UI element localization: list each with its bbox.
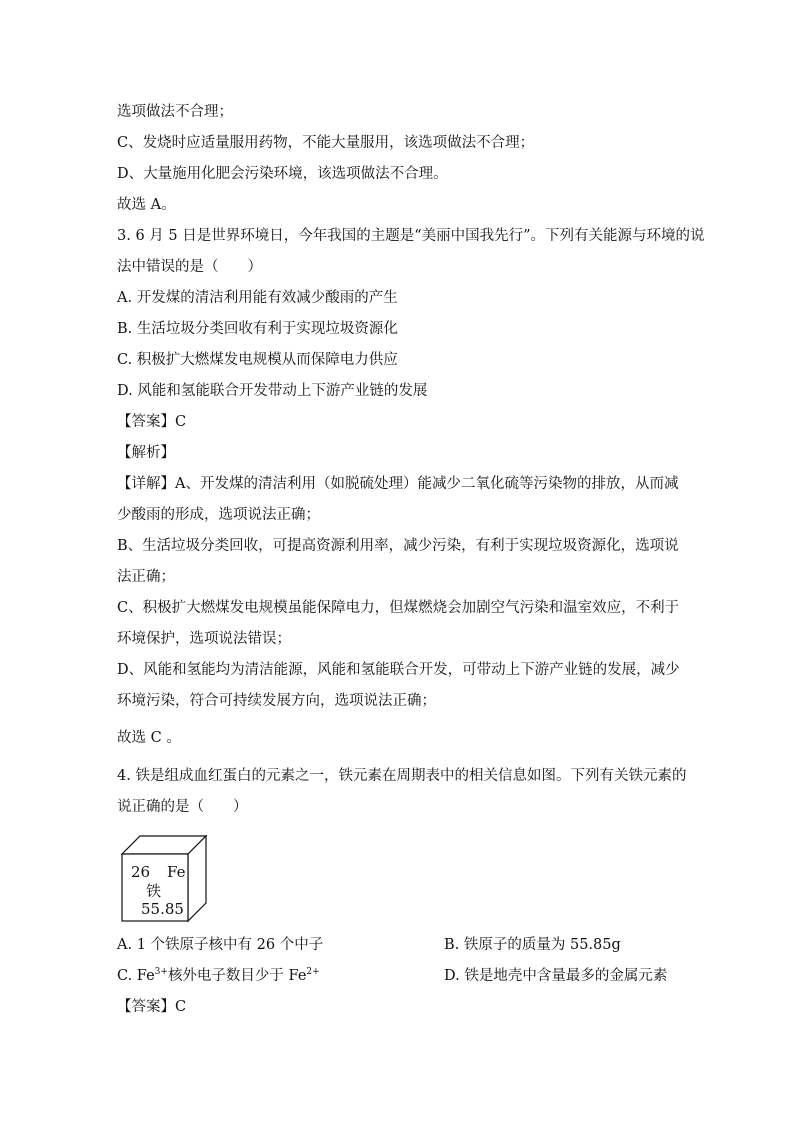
text-line: 选项做法不合理； xyxy=(117,104,233,120)
q4-option-a: A. 1 个铁原子核中有 26 个中子 xyxy=(117,937,324,953)
element-card-figure xyxy=(120,834,220,924)
option-a: A. 开发煤的清洁利用能有效减少酸雨的产生 xyxy=(117,290,398,306)
text-line: 故选 A。 xyxy=(117,197,176,213)
text-line: D、大量施用化肥会污染环境，该选项做法不合理。 xyxy=(117,166,448,182)
explanation-line: C、积极扩大燃煤发电规模虽能保障电力，但煤燃烧会加剧空气污染和温室效应，不利于 xyxy=(117,600,680,616)
explanation-line: 环境保护，选项说法错误； xyxy=(117,631,291,647)
analysis-label: 【解析】 xyxy=(117,445,175,461)
answer-label: 【答案】C xyxy=(117,414,187,430)
q4-option-b: B. 铁原子的质量为 55.85g xyxy=(444,937,621,953)
explanation-line: 少酸雨的形成，选项说法正确； xyxy=(117,507,320,523)
explanation-line: B、生活垃圾分类回收，可提高资源利用率，减少污染，有利于实现垃圾资源化，选项说 xyxy=(117,538,679,554)
option-d: D. 风能和氢能联合开发带动上下游产业链的发展 xyxy=(117,383,428,399)
option-b: B. 生活垃圾分类回收有利于实现垃圾资源化 xyxy=(117,321,398,337)
question-4-stem-cont: 说正确的是（ ） xyxy=(117,799,248,815)
option-c: C. 积极扩大燃煤发电规模从而保障电力供应 xyxy=(117,352,398,368)
explanation-line: 环境污染，符合可持续发展方向，选项说法正确； xyxy=(117,693,436,709)
q4-answer-label: 【答案】C xyxy=(117,999,187,1015)
text-line: C、发烧时应适量服用药物，不能大量服用，该选项做法不合理； xyxy=(117,135,535,151)
explanation-line: 法正确； xyxy=(117,569,175,585)
question-3-stem-cont: 法中错误的是（ ） xyxy=(117,259,262,275)
q4-option-c: C. $Fe^{3+}$核外电子数目少于 $Fe^{2+}$ xyxy=(117,967,320,984)
question-4-stem: 4. 铁是组成血红蛋白的元素之一，铁元素在周期表中的相关信息如图。下列有关铁元素的 xyxy=(117,768,687,784)
explanation-line: 【详解】A、开发煤的清洁利用（如脱硫处理）能减少二氧化硫等污染物的排放，从而减 xyxy=(117,476,679,492)
element-name: 铁 xyxy=(146,882,162,900)
atomic-mass: 55.85 xyxy=(141,900,184,918)
element-symbol: Fe xyxy=(167,863,186,881)
question-3-stem: 3. 6 月 5 日是世界环境日，今年我国的主题是“美丽中国我先行”。下列有关能源与环境的说 xyxy=(117,228,705,244)
atomic-number: 26 xyxy=(131,863,151,881)
explanation-line: D、风能和氢能均为清洁能源，风能和氢能联合开发，可带动上下游产业链的发展，减少 xyxy=(117,662,680,678)
conclusion-line: 故选 C 。 xyxy=(117,730,181,746)
q4-option-d: D. 铁是地壳中含量最多的金属元素 xyxy=(444,968,668,984)
